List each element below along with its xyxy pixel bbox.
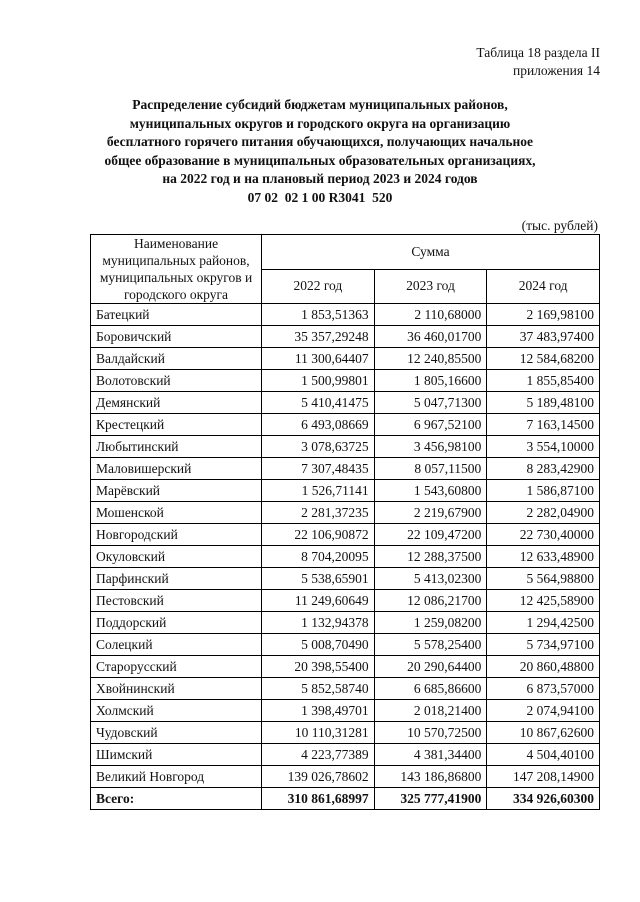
district-name: Чудовский [91,722,262,744]
amount-2024: 37 483,97400 [487,326,600,348]
amount-2022: 22 106,90872 [262,524,375,546]
amount-2023: 3 456,98100 [374,436,487,458]
year-2022-header: 2022 год [262,269,375,304]
amount-2024: 5 564,98800 [487,568,600,590]
amount-2023: 12 240,85500 [374,348,487,370]
table-row [91,722,600,744]
table-row [91,700,600,722]
amount-2024: 7 163,14500 [487,414,600,436]
district-name: Новгородский [91,524,262,546]
amount-2023: 6 685,86600 [374,678,487,700]
table-row [91,370,600,392]
total-2024: 334 926,60300 [487,788,600,810]
total-2022: 310 861,68997 [262,788,375,810]
district-name: Крестецкий [91,414,262,436]
total-row [91,788,600,810]
table-row [91,348,600,370]
amount-2022: 3 078,63725 [262,436,375,458]
amount-2024: 6 873,57000 [487,678,600,700]
district-name: Любытинский [91,436,262,458]
amount-2024: 147 208,14900 [487,766,600,788]
reference-line-2: приложения 14 [512,63,600,78]
sum-column-header: Сумма [262,235,600,270]
amount-2022: 1 132,94378 [262,612,375,634]
amount-2024: 12 425,58900 [487,590,600,612]
year-2023-header: 2023 год [374,269,487,304]
district-name: Мошенской [91,502,262,524]
amount-2023: 22 109,47200 [374,524,487,546]
amount-2023: 5 413,02300 [374,568,487,590]
table-row [91,568,600,590]
amount-2023: 1 805,16600 [374,370,487,392]
amount-2022: 11 300,64407 [262,348,375,370]
document-heading [60,96,580,207]
year-2024-header: 2024 год [487,269,600,304]
district-name: Старорусский [91,656,262,678]
amount-2023: 20 290,64400 [374,656,487,678]
heading-line: на 2022 год и на плановый период 2023 и 2024 годов [162,171,478,186]
amount-2023: 10 570,72500 [374,722,487,744]
subsidy-table [90,234,600,810]
amount-2022: 4 223,77389 [262,744,375,766]
table-row [91,546,600,568]
table-row [91,590,600,612]
district-name: Пестовский [91,590,262,612]
table-row [91,612,600,634]
heading-line: бесплатного горячего питания обучающихся, получающих начальное [106,134,534,149]
heading-line: общее образование в муниципальных образовательных организациях, [104,152,536,168]
amount-2022: 11 249,60649 [262,590,375,612]
budget-code: 07 02 02 1 00 R3041 520 [247,189,393,205]
district-name: Холмский [91,700,262,722]
table-row [91,524,600,546]
amount-2022: 7 307,48435 [262,458,375,480]
amount-2023: 143 186,86800 [374,766,487,788]
table-row [91,458,600,480]
amount-2024: 10 867,62600 [487,722,600,744]
amount-2023: 6 967,52100 [374,414,487,436]
table-row [91,414,600,436]
district-name: Марёвский [91,480,262,502]
table-row [91,436,600,458]
table-reference [476,44,600,80]
amount-2022: 5 410,41475 [262,392,375,414]
table-row [91,634,600,656]
amount-2022: 1 398,49701 [262,700,375,722]
amount-2024: 22 730,40000 [487,524,600,546]
amount-2024: 5 734,97100 [487,634,600,656]
total-2023: 325 777,41900 [374,788,487,810]
amount-2024: 2 169,98100 [487,304,600,326]
district-name: Хвойнинский [91,678,262,700]
amount-2024: 12 584,68200 [487,348,600,370]
district-name: Боровичский [91,326,262,348]
amount-2023: 1 259,08200 [374,612,487,634]
amount-2023: 5 047,71300 [374,392,487,414]
amount-2024: 2 282,04900 [487,502,600,524]
amount-2024: 1 855,85400 [487,370,600,392]
amount-2022: 1 500,99801 [262,370,375,392]
table-row [91,304,600,326]
amount-2022: 1 526,71141 [262,480,375,502]
district-name: Солецкий [91,634,262,656]
district-name: Волотовский [91,370,262,392]
amount-2024: 2 074,94100 [487,700,600,722]
amount-2022: 5 008,70490 [262,634,375,656]
amount-2024: 3 554,10000 [487,436,600,458]
table-body [91,304,600,788]
amount-2023: 8 057,11500 [374,458,487,480]
amount-2022: 1 853,51363 [262,304,375,326]
district-name: Демянский [91,392,262,414]
total-label: Всего: [91,788,262,810]
amount-2023: 1 543,60800 [374,480,487,502]
table-row [91,656,600,678]
reference-line-1: Таблица 18 раздела II [476,45,600,60]
amount-2024: 12 633,48900 [487,546,600,568]
amount-2022: 10 110,31281 [262,722,375,744]
amount-2023: 12 288,37500 [374,546,487,568]
amount-2023: 12 086,21700 [374,590,487,612]
amount-2022: 139 026,78602 [262,766,375,788]
district-name: Батецкий [91,304,262,326]
table-row [91,480,600,502]
amount-2024: 20 860,48800 [487,656,600,678]
heading-line: муниципальных округов и городского округа на организацию [129,115,511,131]
district-name: Парфинский [91,568,262,590]
district-name: Поддорский [91,612,262,634]
table-row [91,502,600,524]
heading-line: Распределение субсидий бюджетам муниципальных районов, [132,97,508,112]
amount-2022: 5 538,65901 [262,568,375,590]
name-column-header: Наименование муниципальных районов, муниципальных округов и городского округа [91,235,262,304]
amount-2022: 20 398,55400 [262,656,375,678]
amount-2024: 8 283,42900 [487,458,600,480]
district-name: Маловишерский [91,458,262,480]
table-row [91,744,600,766]
amount-2024: 4 504,40100 [487,744,600,766]
amount-2023: 4 381,34400 [374,744,487,766]
amount-2023: 36 460,01700 [374,326,487,348]
table-row [91,766,600,788]
amount-2024: 1 294,42500 [487,612,600,634]
amount-2022: 6 493,08669 [262,414,375,436]
units-label: (тыс. рублей) [521,218,598,233]
amount-2022: 8 704,20095 [262,546,375,568]
amount-2023: 2 018,21400 [374,700,487,722]
amount-2024: 5 189,48100 [487,392,600,414]
district-name: Валдайский [91,348,262,370]
table-row [91,678,600,700]
amount-2022: 2 281,37235 [262,502,375,524]
table-row [91,392,600,414]
amount-2023: 5 578,25400 [374,634,487,656]
district-name: Шимский [91,744,262,766]
amount-2024: 1 586,87100 [487,480,600,502]
amount-2023: 2 219,67900 [374,502,487,524]
amount-2023: 2 110,68000 [374,304,487,326]
amount-2022: 5 852,58740 [262,678,375,700]
district-name: Окуловский [91,546,262,568]
table-row [91,326,600,348]
amount-2022: 35 357,29248 [262,326,375,348]
district-name: Великий Новгород [91,766,262,788]
